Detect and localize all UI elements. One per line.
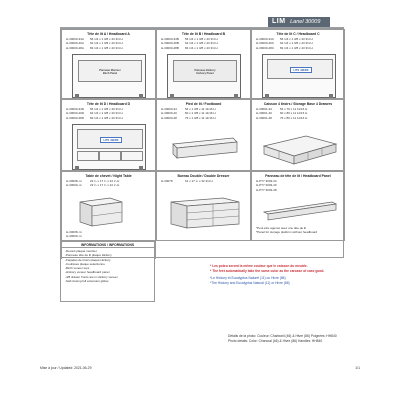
headboard-b-drawing <box>167 54 241 98</box>
hickory-note-fr: *Le Hickory et Eucalyptus Naturel (11) ou Hivre (86) <box>210 276 286 280</box>
spec-row: H-30008-.G 23 ¾ x 17 ¾ x 22 ¼ H <box>66 179 120 183</box>
cell-title: Tête de lit B / Headboard B <box>181 32 226 36</box>
led-label: LITS / BEDS <box>290 67 312 73</box>
headboard-c-drawing <box>262 54 336 98</box>
info-line: -Devant plaqué merisier <box>65 249 97 253</box>
photo-details-en: Photo details: Color: Charcoal (46) & Hivre (86) Handles: HH840 <box>228 339 323 343</box>
cell-title: Bureau Double / Double Dresser <box>177 174 230 178</box>
spec-list <box>161 179 248 183</box>
info-section <box>60 240 155 302</box>
panel-label: Panneau Hickory <box>194 69 216 72</box>
storage-base-drawing <box>260 132 340 168</box>
panel-note: *Panel for storage platform without headboard <box>256 230 318 235</box>
info-line: -Hickory veneer headboard panel <box>65 270 110 275</box>
cell-title: Tête de lit D / Headboard D <box>86 102 131 106</box>
feet-color-note-en: * The feet automatically take the same color as the carcase of case good. <box>210 269 325 273</box>
spec-row: H-30091-34 54 x 79 x 11 11/16 H <box>256 107 308 111</box>
footboard-drawing <box>169 136 241 160</box>
spec-row: H-30000-40D 62 1/4 x 1 3/8 x 43 3/4 H <box>66 111 123 116</box>
brand-series: Lanel 30009 <box>290 19 321 25</box>
cell-title: Pied de lit / Footboard <box>185 102 222 106</box>
cell-headboard-d <box>61 99 156 171</box>
spec-list <box>66 37 153 50</box>
panel-note: *Peut être agencé avec une tête de lit <box>256 226 307 230</box>
cell-title: Tête de lit A / Headboard A <box>87 32 130 36</box>
spec-row: H-30000-34C 56 1/4 x 1 3/8 x 43 3/4 H <box>256 37 313 41</box>
page-number: 1/1 <box>355 366 360 370</box>
spec-row: H-PT7 3003-34 <box>256 179 277 183</box>
leg <box>75 94 79 98</box>
spec-row: H-30009-.G 23 ¾ x 17 ¾ x 22 ¼ H <box>66 183 120 188</box>
cell-double-dresser <box>156 171 251 241</box>
spec-row: H-30091-40 60 x 80 x 11 11/16 H <box>256 111 308 116</box>
cell-night-table <box>61 171 156 241</box>
spec-row: H-30078 61 x 17 ¾ x 32 3/4 H <box>161 179 213 183</box>
spec-row: H-30000-34B 56 1/4 x 1 3/8 x 43 3/4 H <box>161 37 218 41</box>
spec-row: H-30000-48D 82 1/4 x 1 3/8 x 43 3/4 H <box>66 115 123 120</box>
panel-label: Panneau Merisier <box>99 69 121 72</box>
night-table-label: H-30009-.G <box>66 234 82 239</box>
double-dresser-drawing <box>167 194 243 234</box>
spec-row: H-30000-48A 82 1/4 x 1 3/8 x 43 3/4 H <box>66 45 123 50</box>
cell-title: Caisson 4 tiroirs / Storage Base 4 Drawers <box>263 102 333 106</box>
cell-footboard <box>156 99 251 171</box>
spec-row: H-30000-48C 82 1/4 x 1 3/8 x 43 3/4 H <box>256 45 313 50</box>
cell-headboard-a <box>61 29 156 99</box>
spec-list <box>161 37 248 50</box>
info-heading: INFORMATIONS / INFORMATIONS <box>61 241 154 248</box>
spec-list <box>161 107 248 120</box>
panel-notes <box>256 226 342 235</box>
led-label: LITS / BEDS <box>100 137 122 143</box>
info-line: -Birch veneer tops <box>65 266 90 271</box>
spec-row: H-30091-48 76 x 80 x 11 11/16 H <box>256 115 308 120</box>
spec-row: H-30000-40A 62 1/4 x 1 3/8 x 43 3/4 H <box>66 41 123 46</box>
leg <box>170 94 174 98</box>
night-table-drawing <box>76 194 128 232</box>
leg <box>234 94 238 98</box>
spec-row: H-30000-34A 56 1/4 x 1 3/8 x 43 3/4 H <box>66 37 123 41</box>
cell-headboard-b <box>156 29 251 99</box>
product-grid <box>60 28 344 258</box>
leg <box>139 166 143 170</box>
cell-storage-base <box>251 99 345 171</box>
spec-row: H-PT7 3003-48 <box>256 187 277 192</box>
updated-date: Mise à jour / Updated: 2021-06-29 <box>40 366 92 370</box>
feet-color-note-fr: * Les poteu seront la même couleur que le caisson du meuble. <box>210 264 308 268</box>
spec-list <box>256 107 342 120</box>
info-line: -Façades de tiroirs plaqué Hickory <box>65 257 111 262</box>
info-line: -Panneau tête de lit plaqué Hickory <box>65 253 112 258</box>
cell-headboard-c <box>251 29 345 99</box>
spec-list <box>256 37 342 50</box>
panel-label: Birch Panel <box>102 72 118 76</box>
birch-panel <box>78 60 142 82</box>
spec-row: H-30000-48B 82 1/4 x 1 3/8 x 43 3/4 H <box>161 45 218 50</box>
brand-logo: LIM <box>272 18 286 25</box>
hickory-note-en: *The Hickory and Eucalyptus Natural (11) or Hivre (86) <box>210 281 290 285</box>
spec-row: H-30000-40B 62 1/4 x 1 3/8 x 43 3/4 H <box>161 41 218 46</box>
headboard-panel-drawing <box>260 198 340 222</box>
spec-row: H-30000-34D 56 1/4 x 1 3/8 x 43 3/4 H <box>66 107 123 111</box>
leg <box>139 94 143 98</box>
info-line: -Coulisses plaque selectionne <box>65 261 105 266</box>
headboard-d-drawing <box>72 124 146 170</box>
led-panel <box>77 129 143 149</box>
headboard-a-drawing <box>72 54 146 98</box>
cell-title: Panneau de tête de lit / Headboard Panel <box>265 174 331 178</box>
led-panel <box>267 59 333 79</box>
spec-row: H-PT7 3003-40 <box>256 183 277 188</box>
leg <box>265 94 269 98</box>
panel-label: Hickory Panel <box>196 72 214 76</box>
photo-details-fr: Détails de la photo: Couleur: Charbonil (46) & Hivre (86) Poignées: HH840 <box>228 334 337 338</box>
spec-row: H-30000-34 54 x 1 3/8 x 11 11/16 H <box>161 107 216 111</box>
info-line: -4/8 drawer fronts are in Hickory veneer <box>65 274 118 279</box>
spec-list <box>66 107 153 120</box>
info-lines <box>65 249 152 283</box>
night-table-labels <box>66 230 153 239</box>
leg <box>329 94 333 98</box>
spec-row: H-30000-48 76 x 1 3/8 x 11 11/16 H <box>161 115 216 120</box>
cubby-row <box>77 151 143 161</box>
spec-row: H-30000-40C 62 1/4 x 1 3/8 x 43 3/4 H <box>256 41 313 46</box>
cell-title: Tête de lit C / Headboard C <box>276 32 320 36</box>
cell-headboard-panel <box>251 171 345 241</box>
info-line: -Self-closing full extension glides <box>65 279 109 284</box>
cell-title: Table de chevet / Night Table <box>85 174 132 178</box>
leg <box>75 166 79 170</box>
night-table-label: H-30008-.G <box>66 230 82 234</box>
spec-list <box>256 179 342 192</box>
spec-list <box>66 179 153 188</box>
page-footer <box>40 366 360 374</box>
spec-row: H-30000-40 60 x 1 3/8 x 11 11/16 H <box>161 111 216 116</box>
hickory-panel <box>173 60 237 82</box>
brand-banner <box>268 17 330 27</box>
